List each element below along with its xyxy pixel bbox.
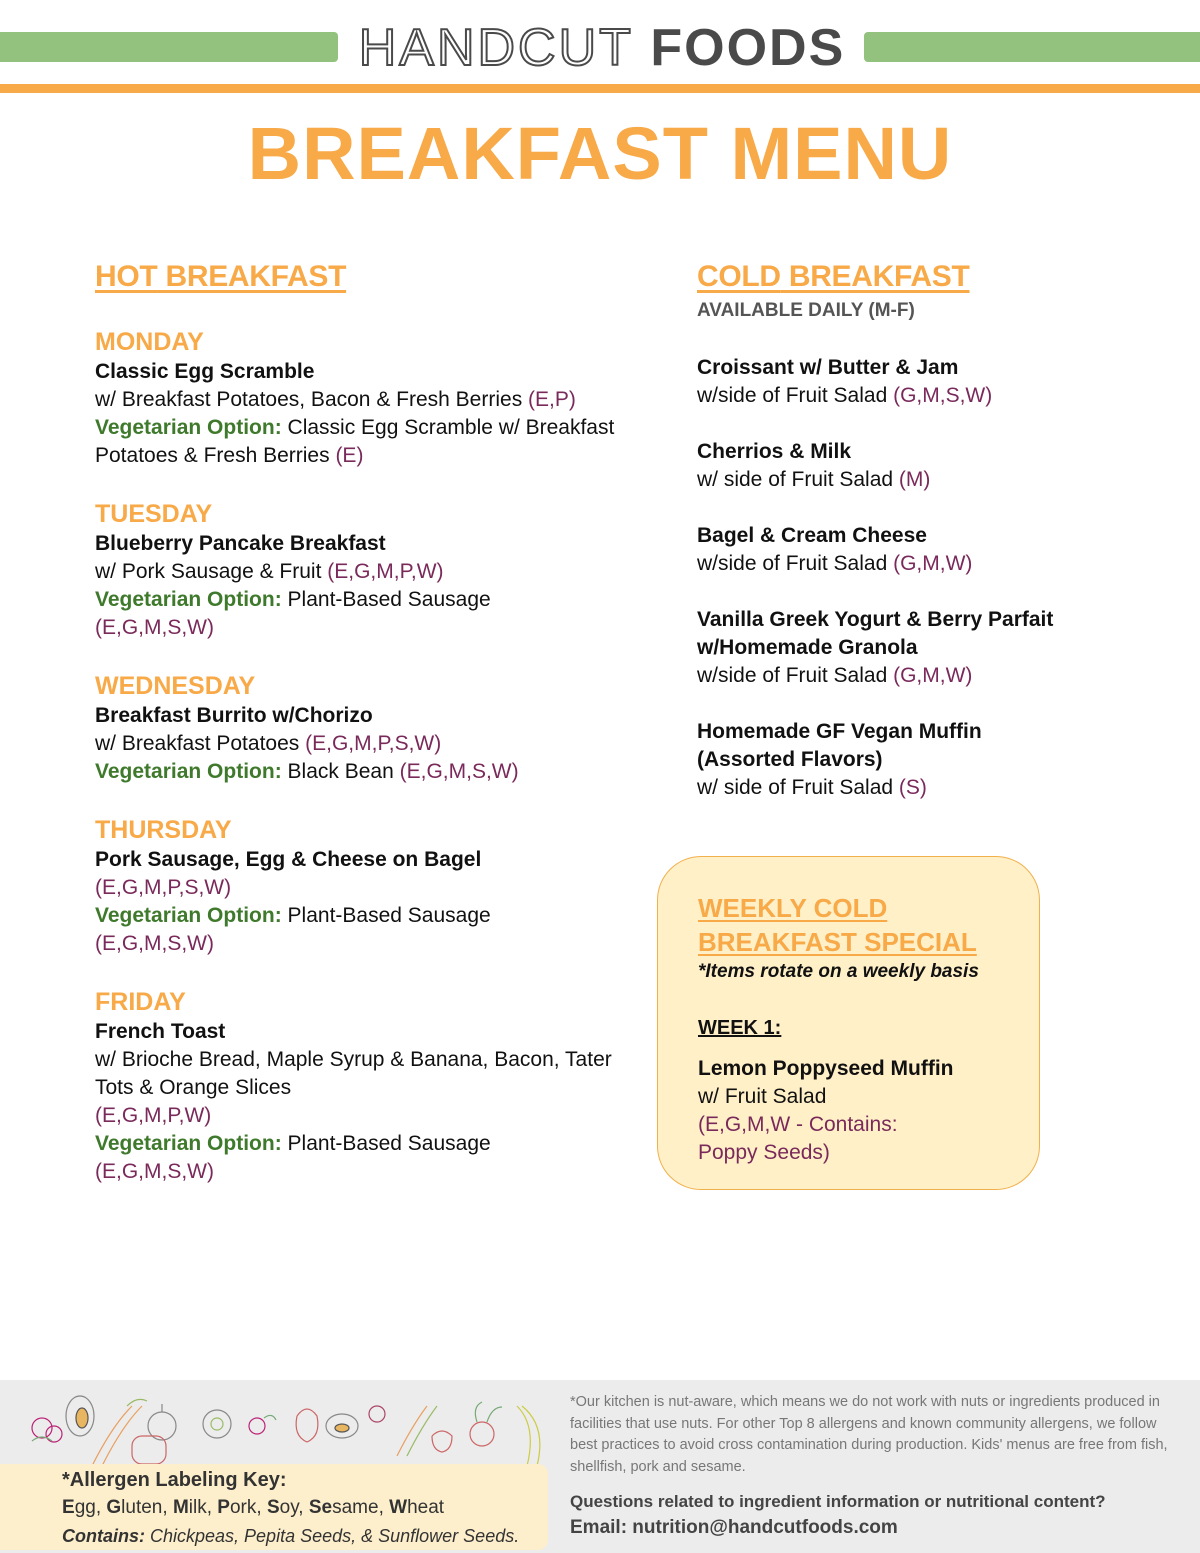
dish-description: w/ Breakfast Potatoes (E,G,M,P,S,W): [95, 732, 442, 755]
vegetarian-option: Vegetarian Option: Plant-Based Sausage (E,G,M,S,W): [95, 1132, 491, 1183]
allergen-codes: (E,G,M,P,S,W): [95, 876, 232, 899]
vegetarian-option: Vegetarian Option: Classic Egg Scramble w/ Breakfast Potatoes & Fresh Berries (E): [95, 416, 615, 467]
day-wednesday: [95, 670, 615, 786]
questions-prompt: Questions related to ingredient information or nutritional content?: [570, 1492, 1106, 1511]
special-dish-name: Lemon Poppyseed Muffin: [698, 1057, 954, 1080]
vegetable-illustration-icon: [12, 1386, 542, 1466]
allergen-codes: (M): [898, 468, 931, 491]
orange-divider: [0, 84, 1200, 93]
special-dish-description: w/ Fruit Salad: [698, 1085, 827, 1108]
cold-item: [697, 522, 1137, 578]
contact-email[interactable]: Email: nutrition@handcutfoods.com: [570, 1517, 898, 1538]
dish-name: Breakfast Burrito w/Chorizo: [95, 704, 373, 727]
allergen-codes: (G,M,S,W): [893, 384, 993, 407]
allergen-codes: (E,G,M,S,W): [399, 760, 519, 783]
green-bar-right: [864, 32, 1200, 62]
vegetarian-option: Vegetarian Option: Plant-Based Sausage (E,G,M,S,W): [95, 588, 491, 639]
footer: [0, 1380, 1200, 1553]
allergen-codes: (E,G,M,W - Contains: Poppy Seeds): [698, 1113, 898, 1164]
dish-name: Cherrios & Milk: [697, 440, 852, 463]
allergen-codes: (G,M,W): [893, 664, 973, 687]
allergen-codes: (E,G,M,S,W): [95, 1160, 214, 1183]
contains-note: Contains: Chickpeas, Pepita Seeds, & Sunflower Seeds.: [62, 1526, 520, 1546]
dish-description: w/side of Fruit Salad (G,M,W): [697, 664, 973, 687]
day-tuesday: [95, 498, 615, 642]
weekly-special-box: [657, 856, 1040, 1190]
dish-description: w/ Breakfast Potatoes, Bacon & Fresh Berries (E,P): [95, 388, 576, 411]
allergen-codes: (G,M,W): [893, 552, 973, 575]
dish-name: Vanilla Greek Yogurt & Berry Parfait w/Homemade Granola: [697, 608, 1054, 659]
day-thursday: [95, 814, 615, 958]
day-name: FRIDAY: [95, 988, 186, 1016]
brand-logo: [340, 20, 864, 76]
allergen-codes: (E,G,M,P,S,W): [305, 732, 442, 755]
vegetarian-option: Vegetarian Option: Plant-Based Sausage (E,G,M,S,W): [95, 904, 491, 955]
cold-breakfast-section: [697, 258, 1137, 802]
allergen-codes: (E,G,M,S,W): [95, 932, 214, 955]
green-bar-left: [0, 32, 338, 62]
dish-description: [95, 874, 615, 902]
page-title: BREAKFAST MENU: [247, 112, 953, 195]
allergen-key: [0, 1464, 548, 1550]
allergen-codes: (E,G,M,P,W): [327, 560, 444, 583]
vegetarian-option: Vegetarian Option: Black Bean (E,G,M,S,W): [95, 760, 519, 783]
allergen-key-list: Egg, Gluten, Milk, Pork, Soy, Sesame, Wheat: [62, 1497, 445, 1518]
dish-name: French Toast: [95, 1020, 226, 1043]
allergen-codes: (E): [335, 444, 364, 467]
allergen-key-title: *Allergen Labeling Key:: [62, 1469, 287, 1491]
nut-aware-disclaimer: *Our kitchen is nut-aware, which means we do not work with nuts or ingredients produced in facilities that use nuts. For other Top 8 allergens and known community allergens, we follow best practices to avoid cross contamination during production. Kids' menus are free from fish, shellfish, pork and sesame.: [570, 1394, 1168, 1475]
dish-name: Pork Sausage, Egg & Cheese on Bagel: [95, 848, 482, 871]
rotation-note: *Items rotate on a weekly basis: [698, 961, 979, 982]
cold-item: [697, 354, 1137, 410]
day-name: MONDAY: [95, 328, 204, 356]
dish-description: w/side of Fruit Salad (G,M,W): [697, 552, 973, 575]
weekly-special-heading: WEEKLY COLD BREAKFAST SPECIAL: [698, 893, 977, 957]
dish-name: Classic Egg Scramble: [95, 360, 315, 383]
dish-name: Bagel & Cream Cheese: [697, 524, 927, 547]
brand-name-bold: FOODS: [650, 19, 846, 77]
allergen-codes: (E,P): [528, 388, 576, 411]
dish-description: w/ Brioche Bread, Maple Syrup & Banana, Bacon, Tater Tots & Orange Slices (E,G,M,P,W): [95, 1048, 612, 1127]
dish-description: w/side of Fruit Salad (G,M,S,W): [697, 384, 993, 407]
day-name: WEDNESDAY: [95, 672, 256, 700]
dish-description: w/ Pork Sausage & Fruit (E,G,M,P,W): [95, 560, 444, 583]
day-name: THURSDAY: [95, 816, 232, 844]
cold-availability: AVAILABLE DAILY (M-F): [697, 300, 915, 321]
day-name: TUESDAY: [95, 500, 213, 528]
day-friday: [95, 986, 615, 1186]
hot-breakfast-section: [95, 258, 615, 1186]
dish-name: Croissant w/ Butter & Jam: [697, 356, 959, 379]
cold-breakfast-heading: COLD BREAKFAST: [697, 260, 970, 293]
dish-description: w/ side of Fruit Salad (S): [697, 776, 927, 799]
cold-item: [697, 606, 1137, 690]
allergen-codes: (E,G,M,P,W): [95, 1104, 212, 1127]
brand-name-light: HANDCUT: [358, 19, 634, 77]
week-label: WEEK 1:: [698, 1017, 782, 1039]
allergen-codes: (E,G,M,S,W): [95, 616, 214, 639]
hot-breakfast-heading: HOT BREAKFAST: [95, 260, 347, 293]
day-monday: [95, 326, 615, 470]
allergen-codes: (S): [898, 776, 927, 799]
dish-name: Blueberry Pancake Breakfast: [95, 532, 386, 555]
dish-description: w/ side of Fruit Salad (M): [697, 468, 931, 491]
cold-item: [697, 438, 1137, 494]
dish-name: Homemade GF Vegan Muffin (Assorted Flavors): [697, 720, 982, 771]
cold-item: [697, 718, 1137, 802]
